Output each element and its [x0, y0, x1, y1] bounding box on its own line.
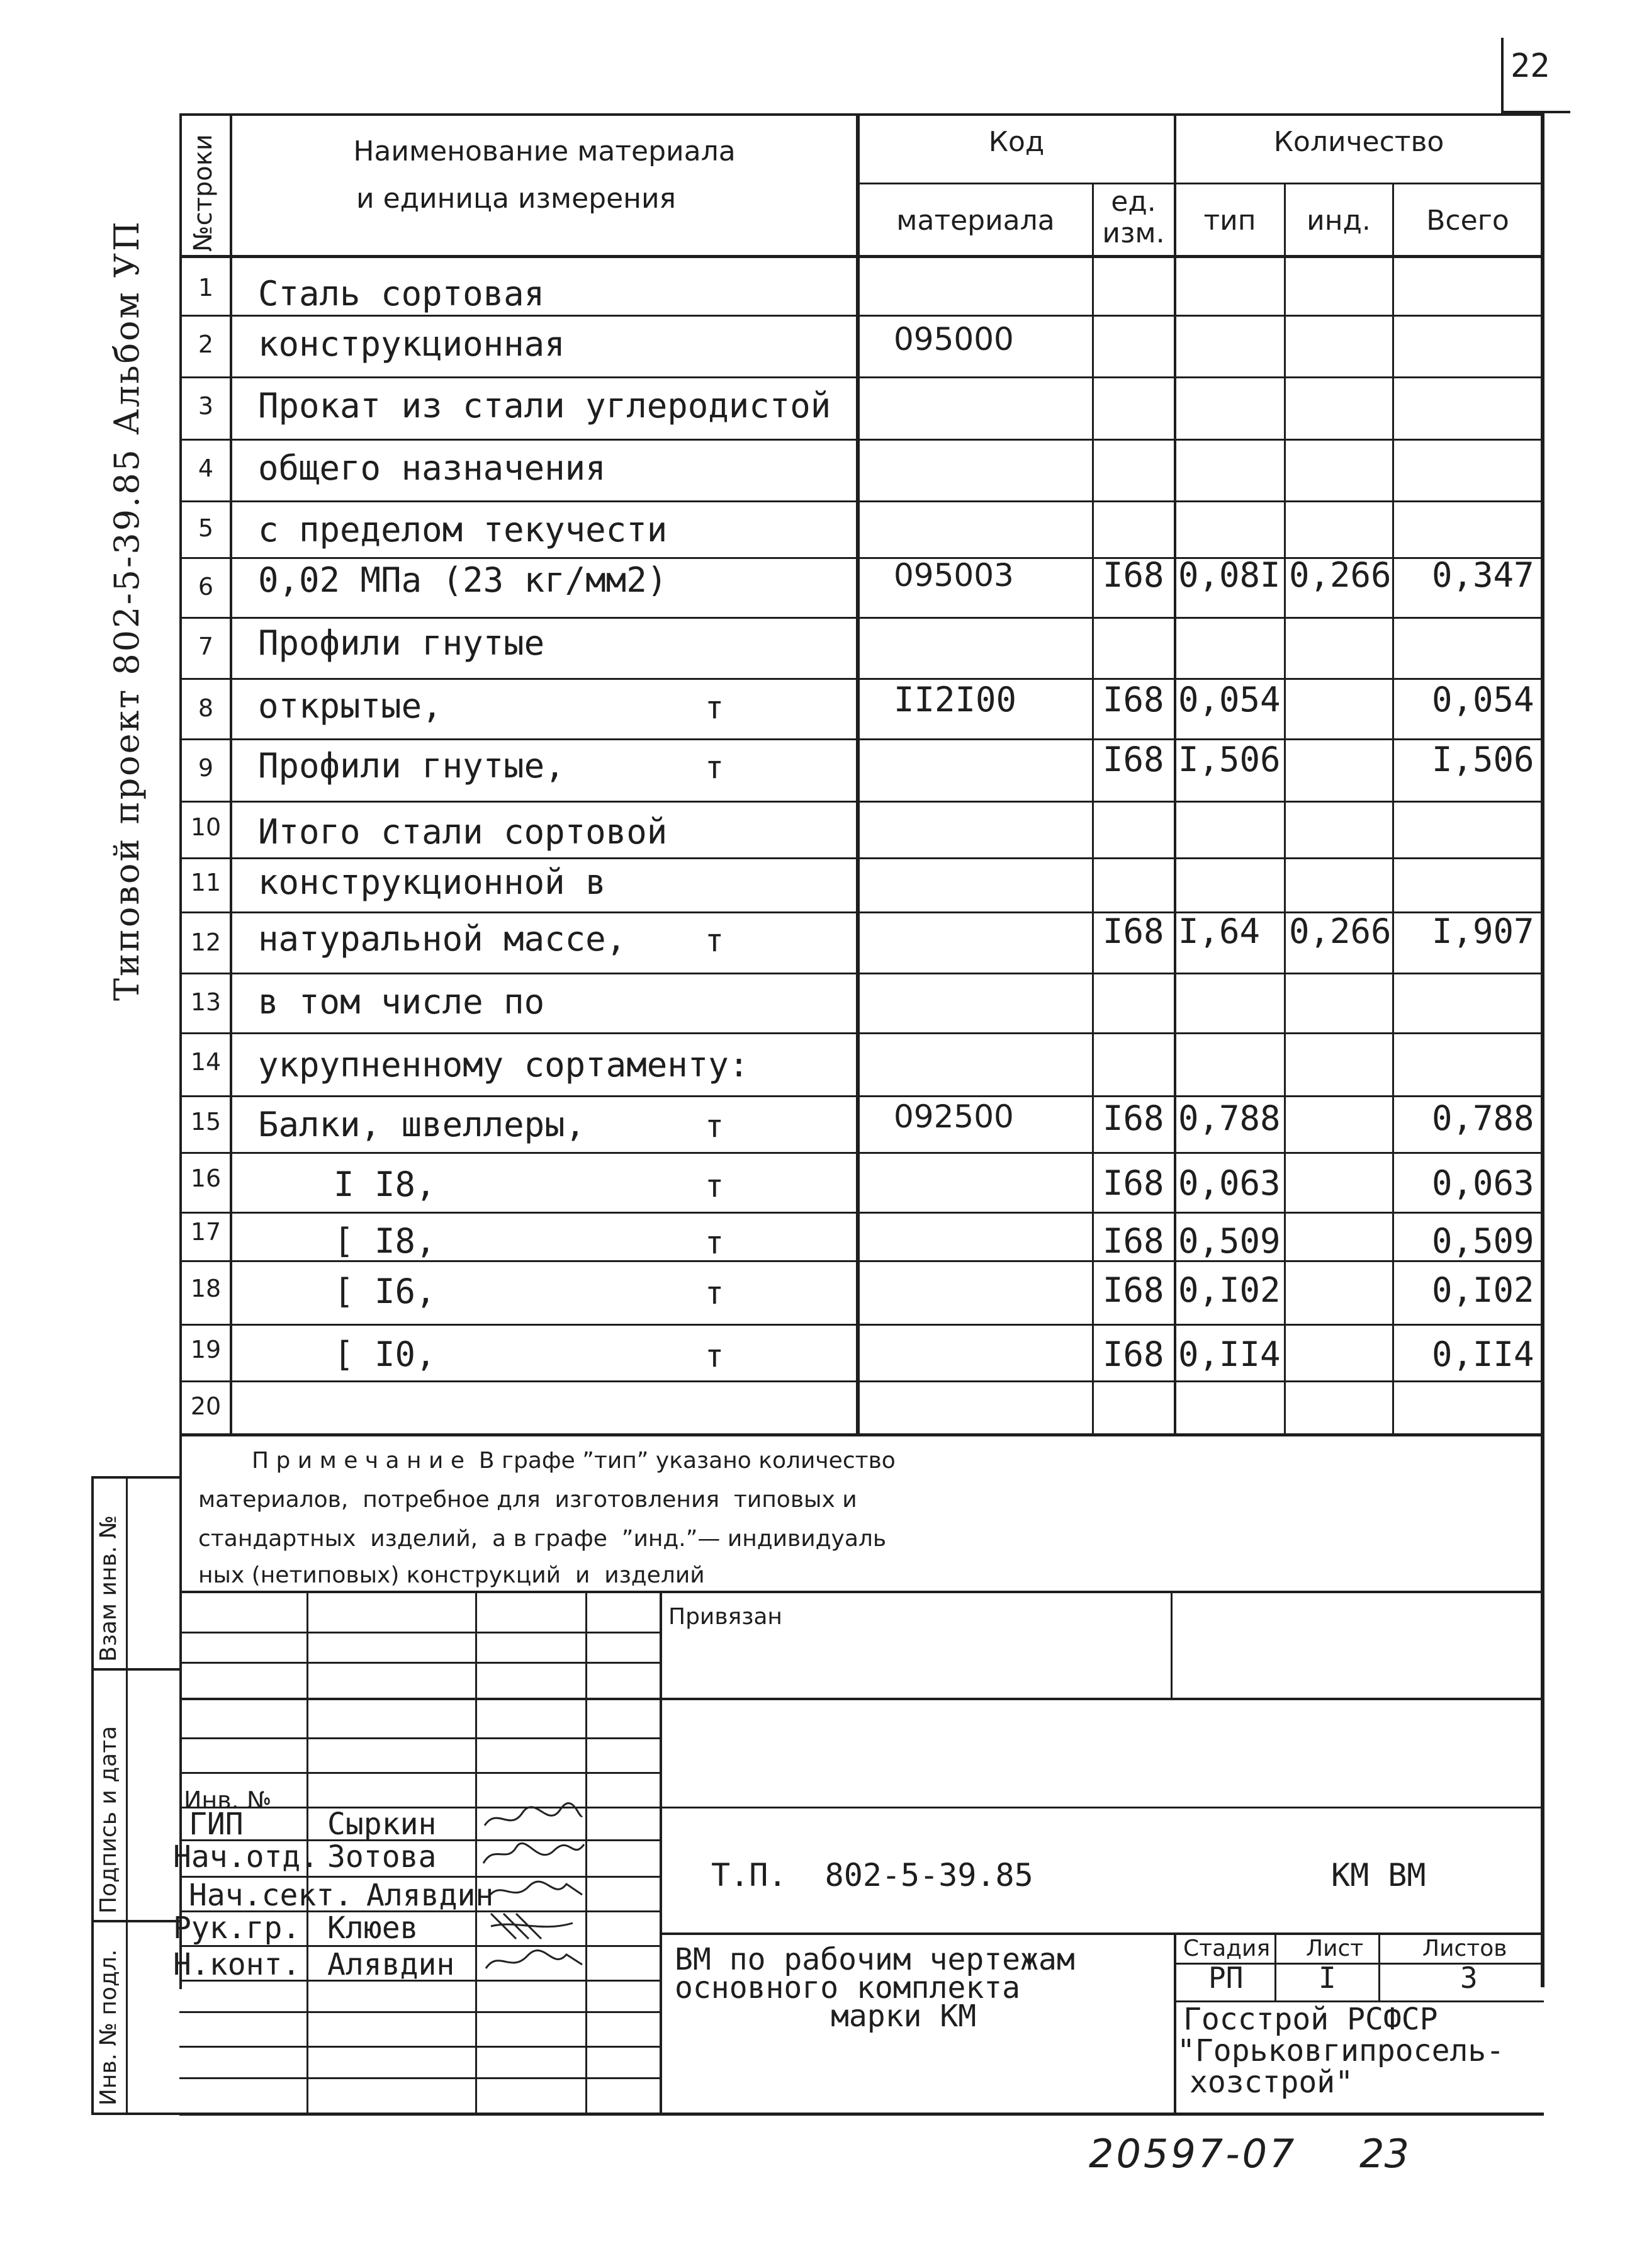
row-name: открытые, [258, 686, 442, 726]
signature-syrkin [478, 1800, 585, 1838]
unit-code: I68 [1103, 680, 1164, 719]
document-title-line3: марки КМ [831, 1999, 977, 2034]
row-name: Профили гнутые, [258, 746, 565, 786]
project-vertical-title: Типовой проект 802-5-39.85 Альбом УП [107, 220, 147, 1001]
row-name: конструкционной в [258, 862, 606, 902]
signature-zotova [478, 1835, 585, 1873]
unit-code: I68 [1103, 1334, 1164, 1374]
sheet-label: Лист [1306, 1936, 1364, 1961]
unit-code: I68 [1103, 740, 1164, 779]
header-code-material: материала [896, 205, 1055, 237]
row-number: 9 [198, 754, 214, 782]
qty-ind: 0,266 [1289, 555, 1392, 595]
header-name-line1: Наименование материала [353, 135, 736, 167]
document-title-line1: ВМ по рабочим чертежам [675, 1942, 1075, 1977]
row-unit: т [705, 1168, 724, 1204]
sheet-number: 22 [1510, 47, 1550, 85]
signer-role: ГИП [189, 1807, 244, 1842]
unit-code: I68 [1103, 1270, 1164, 1310]
row-name: общего назначения [258, 448, 606, 488]
row-number: 7 [198, 633, 214, 660]
note-line: П р и м е ч а н и е В графе ”тип” указано количество [252, 1448, 896, 1474]
note-line: стандартных изделий, а в графе ”инд.”— индивидуаль [198, 1526, 887, 1552]
unit-code: I68 [1103, 911, 1164, 951]
signer-role: Н.конт. [173, 1947, 301, 1982]
document-title-line2: основного комплекта [675, 1970, 1021, 2006]
qty-total: I,506 [1432, 740, 1534, 779]
row-name: конструкционная [258, 324, 565, 364]
row-number: 18 [190, 1275, 222, 1302]
signer-name: Зотова [327, 1839, 437, 1875]
row-unit: т [705, 749, 724, 786]
sheet-value: I [1319, 1961, 1336, 1995]
row-number: 15 [190, 1108, 222, 1136]
org-line3: хозстрой" [1190, 2065, 1354, 2100]
qty-total: I,907 [1432, 911, 1534, 951]
qty-total: 0,063 [1432, 1163, 1534, 1203]
qty-ind: 0,266 [1289, 911, 1392, 951]
row-number: 14 [190, 1048, 222, 1076]
row-name: Балки, швеллеры, [258, 1105, 586, 1144]
signature-klyuev [478, 1907, 585, 1945]
qty-type: 0,509 [1178, 1221, 1281, 1261]
material-code: 095003 [894, 557, 1014, 594]
side-label-vzam-inv: Взам инв. № [96, 1515, 121, 1662]
org-line2: "Горьковгипросель- [1177, 2033, 1505, 2068]
unit-code: I68 [1103, 1221, 1164, 1261]
row-number: 2 [198, 330, 214, 358]
row-number: 5 [198, 514, 214, 542]
sheets-label: Листов [1422, 1936, 1507, 1961]
row-name: [ I0, [334, 1334, 436, 1374]
row-number: 4 [198, 454, 214, 482]
header-qty-type: тип [1203, 205, 1256, 237]
side-label-podpis-data: Подпись и дата [96, 1725, 121, 1914]
unit-code: I68 [1103, 1098, 1164, 1138]
row-unit: т [705, 689, 724, 726]
signer-role: Нач.отд. [173, 1839, 319, 1875]
row-number: 16 [190, 1165, 222, 1192]
row-number: 17 [190, 1218, 222, 1246]
row-name: в том числе по [258, 982, 545, 1022]
row-unit: т [705, 1275, 724, 1311]
row-name: Итого стали сортовой [258, 812, 668, 852]
stage-label: Стадия [1183, 1936, 1271, 1961]
material-code: 095000 [894, 321, 1014, 358]
inv-no-label: Инв. № [184, 1786, 272, 1814]
signer-name: Алявдин [327, 1947, 455, 1982]
row-name: укрупненному сортаменту: [258, 1045, 750, 1085]
project-designation: Т.П. 802-5-39.85 [711, 1857, 1033, 1893]
side-label-inv-podl: Инв. № подл. [96, 1949, 121, 2106]
header-row-number: №строки [189, 134, 218, 252]
header-code-unit-l2: изм. [1102, 217, 1165, 249]
row-unit: т [705, 1108, 724, 1144]
header-code: Код [988, 126, 1045, 158]
qty-type: 0,I02 [1178, 1270, 1281, 1310]
row-number: 20 [190, 1392, 222, 1420]
header-qty: Количество [1273, 126, 1444, 158]
signer-name: Сыркин [327, 1807, 437, 1842]
qty-type: I,506 [1178, 740, 1281, 779]
document-mark: КМ ВМ [1331, 1857, 1426, 1893]
note-line: материалов, потребное для изготовления типовых и [198, 1487, 857, 1513]
qty-total: 0,347 [1432, 555, 1534, 595]
row-unit: т [705, 922, 724, 959]
qty-type: I,64 [1178, 911, 1261, 951]
row-number: 11 [190, 869, 222, 896]
qty-total: 0,509 [1432, 1221, 1534, 1261]
row-name: [ I8, [334, 1221, 436, 1261]
qty-total: 0,II4 [1432, 1334, 1534, 1374]
row-name: [ I6, [334, 1272, 436, 1311]
qty-type: 0,054 [1178, 680, 1281, 719]
qty-total: 0,054 [1432, 680, 1534, 719]
signer-role: Нач.сект. [189, 1878, 353, 1913]
header-name-line2: и единица измерения [356, 183, 677, 215]
qty-type: 0,788 [1178, 1098, 1281, 1138]
row-name: Сталь сортовая [258, 274, 545, 313]
handwritten-page-number: 23 [1359, 2131, 1409, 2177]
qty-type: 0,063 [1178, 1163, 1281, 1203]
header-qty-ind: инд. [1307, 205, 1371, 237]
qty-type: 0,08I [1178, 555, 1281, 595]
signer-name: Алявдин [366, 1878, 494, 1913]
qty-total: 0,I02 [1432, 1270, 1534, 1310]
row-number: 8 [198, 694, 214, 722]
signature-alyavdin-2 [478, 1942, 585, 1980]
row-number: 6 [198, 573, 214, 601]
row-unit: т [705, 1224, 724, 1261]
material-code: II2I00 [894, 680, 1017, 719]
row-name: Профили гнутые [258, 623, 545, 663]
qty-total: 0,788 [1432, 1098, 1534, 1138]
signer-name: Клюев [327, 1910, 419, 1946]
row-name: натуральной массе, [258, 919, 627, 959]
row-number: 19 [190, 1336, 222, 1363]
row-number: 10 [190, 813, 222, 841]
sheets-value: 3 [1460, 1961, 1478, 1995]
signature-alyavdin-1 [478, 1873, 585, 1910]
stage-value: РП [1208, 1961, 1244, 1995]
org-line1: Госстрой РСФСР [1183, 2002, 1438, 2037]
privyazan-label: Привязан [668, 1604, 782, 1630]
handwritten-archive-number: 20597-07 [1089, 2131, 1297, 2177]
unit-code: I68 [1103, 555, 1164, 595]
row-unit: т [705, 1338, 724, 1374]
signer-role: Рук.гр. [173, 1910, 301, 1946]
material-code: 092500 [894, 1098, 1014, 1135]
unit-code: I68 [1103, 1163, 1164, 1203]
row-number: 12 [190, 928, 222, 956]
row-name: с пределом текучести [258, 510, 668, 550]
row-name: 0,02 МПа (23 кг/мм2) [258, 560, 668, 600]
row-name: Прокат из стали углеродистой [258, 386, 831, 426]
row-number: 3 [198, 392, 214, 420]
note-line: ных (нетиповых) конструкций и изделий [198, 1562, 705, 1588]
row-number: 1 [198, 274, 214, 302]
header-code-unit-l1: ед. [1111, 186, 1156, 218]
row-number: 13 [190, 988, 222, 1016]
row-name: I I8, [334, 1165, 436, 1204]
header-qty-total: Всего [1426, 205, 1509, 237]
qty-type: 0,II4 [1178, 1334, 1281, 1374]
sheet-number-border [1501, 38, 1504, 113]
